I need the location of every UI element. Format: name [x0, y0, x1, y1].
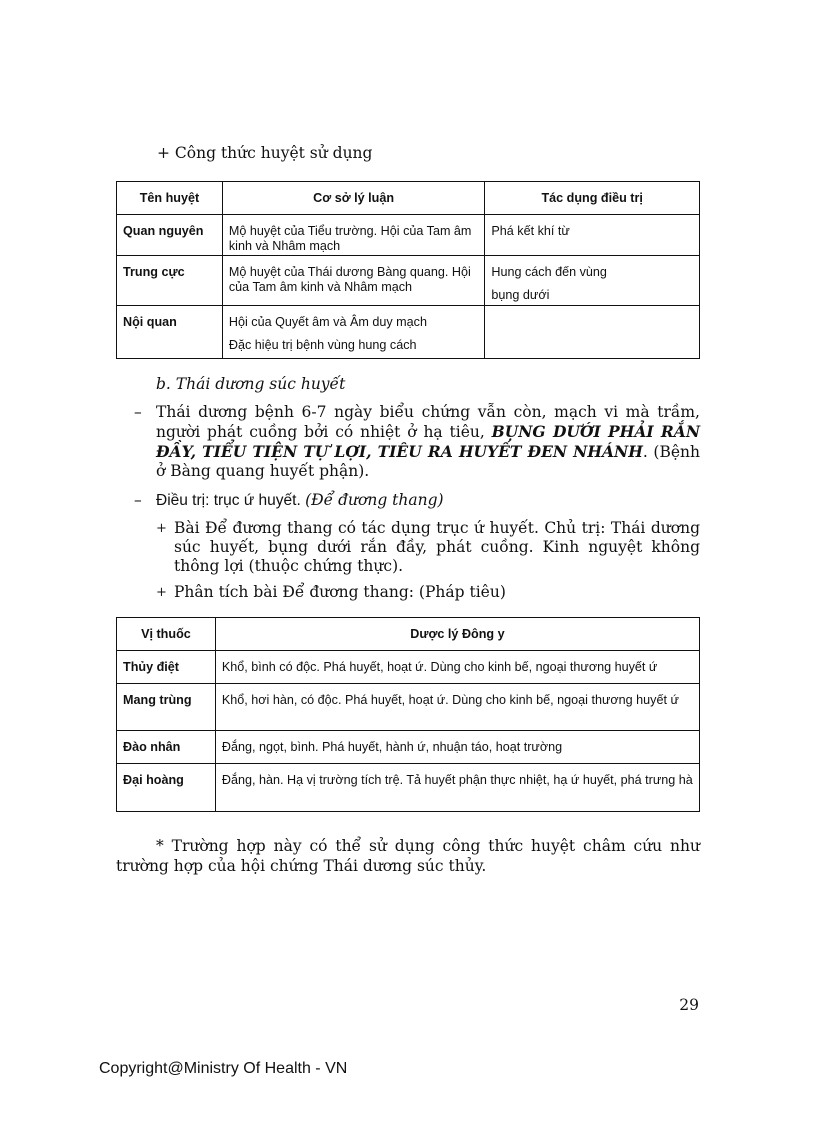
- table-header-cell: Cơ sở lý luận: [222, 182, 485, 215]
- acupoint-table: [116, 181, 700, 359]
- effect-line: Phá kết khí từ: [491, 224, 570, 238]
- paragraph-text: Thái dương bệnh 6-7 ngày biểu chứng vẫn còn, mạch vi mà trầm, người phát cuồng bởi có nhiệt ở hạ tiêu,: [156, 403, 700, 441]
- acupoint-basis: [222, 306, 485, 359]
- paragraph-treatment: [134, 491, 700, 510]
- acupoint-effect: [485, 215, 700, 256]
- list-item: [156, 519, 700, 576]
- effect-line: bụng dưới: [491, 288, 550, 302]
- table-row: [117, 684, 700, 731]
- paragraph-symptoms: [134, 403, 700, 481]
- acupoint-name: Nội quan: [117, 306, 223, 359]
- herb-table: [116, 617, 700, 812]
- plus-bullet: +: [156, 585, 167, 600]
- table-row: [117, 256, 700, 306]
- basis-line: Đặc hiệu trị bệnh vùng hung cách: [228, 338, 417, 352]
- acupoint-basis: Mộ huyệt của Tiểu trường. Hội của Tam âm kinh và Nhâm mạch: [222, 215, 485, 256]
- basis-line: Hội của Quyết âm và Âm duy mạch: [228, 315, 427, 329]
- remedy-name: (Để đương thang): [305, 491, 444, 509]
- herb-name: Đại hoàng: [117, 764, 216, 812]
- subsection-heading: b. Thái dương súc huyết: [156, 375, 346, 393]
- plus-bullet: +: [156, 521, 167, 536]
- table-header-cell: Tên huyệt: [117, 182, 223, 215]
- effect-line: Hung cách đến vùng: [491, 265, 607, 279]
- table-row: [117, 215, 700, 256]
- list-item: [156, 583, 700, 602]
- table-row: [117, 306, 700, 359]
- emphasis-text: BỤNG DƯỚI PHẢI RẮN ĐẦY, TIỂU TIỆN TỰ LỢI, TIÊU RA HUYẾT ĐEN NHÁNH: [156, 422, 700, 461]
- table-header-cell: Dược lý Đông y: [215, 618, 699, 651]
- herb-description: Khổ, bình có độc. Phá huyết, hoạt ứ. Dùng cho kinh bế, ngoại thương huyết ứ: [215, 651, 699, 684]
- section-heading: + Công thức huyệt sử dụng: [157, 144, 373, 162]
- page-number: 29: [679, 996, 699, 1014]
- herb-description: Đắng, hàn. Hạ vị trường tích trệ. Tả huyết phận thực nhiệt, hạ ứ huyết, phá trưng hà: [215, 764, 699, 812]
- herb-description: Đắng, ngọt, bình. Phá huyết, hành ứ, nhuận táo, hoạt trường: [215, 731, 699, 764]
- herb-name: Thủy điệt: [117, 651, 216, 684]
- herb-name: Mang trùng: [117, 684, 216, 731]
- paragraph-text: . (Bệnh ở Bàng quang huyết phận).: [156, 443, 700, 480]
- dash-bullet: –: [134, 491, 142, 509]
- herb-description: Khổ, hơi hàn, có độc. Phá huyết, hoạt ứ. Dùng cho kinh bế, ngoại thương huyết ứ: [215, 684, 699, 731]
- table-header-cell: Tác dụng điều trị: [485, 182, 700, 215]
- acupoint-name: Quan nguyên: [117, 215, 223, 256]
- list-item-text: Bài Để đương thang có tác dụng trục ứ huyết. Chủ trị: Thái dương súc huyết, bụng dưới rắn đầy, phát cuồng. Kinh nguyệt không thông lợi (thuộc chứng thực).: [174, 519, 700, 575]
- note-paragraph: * Trường hợp này có thể sử dụng công thức huyệt châm cứu như trường hợp của hội chứng Thái dương súc thủy.: [116, 837, 700, 875]
- table-row: [117, 731, 700, 764]
- table-row: [117, 764, 700, 812]
- table-header-cell: Vị thuốc: [117, 618, 216, 651]
- paragraph-text: Điều trị: trục ứ huyết.: [156, 492, 306, 509]
- table-header-row: [117, 618, 700, 651]
- dash-bullet: –: [134, 403, 142, 421]
- herb-name: Đào nhân: [117, 731, 216, 764]
- acupoint-effect: [485, 256, 700, 306]
- copyright-footer: Copyright@Ministry Of Health - VN: [99, 1060, 348, 1077]
- acupoint-name: Trung cực: [117, 256, 223, 306]
- acupoint-basis: Mộ huyệt của Thái dương Bàng quang. Hội của Tam âm kinh và Nhâm mạch: [222, 256, 485, 306]
- table-header-row: [117, 182, 700, 215]
- table-row: [117, 651, 700, 684]
- acupoint-effect: [485, 306, 700, 359]
- list-item-text: Phân tích bài Để đương thang: (Pháp tiêu): [174, 583, 506, 601]
